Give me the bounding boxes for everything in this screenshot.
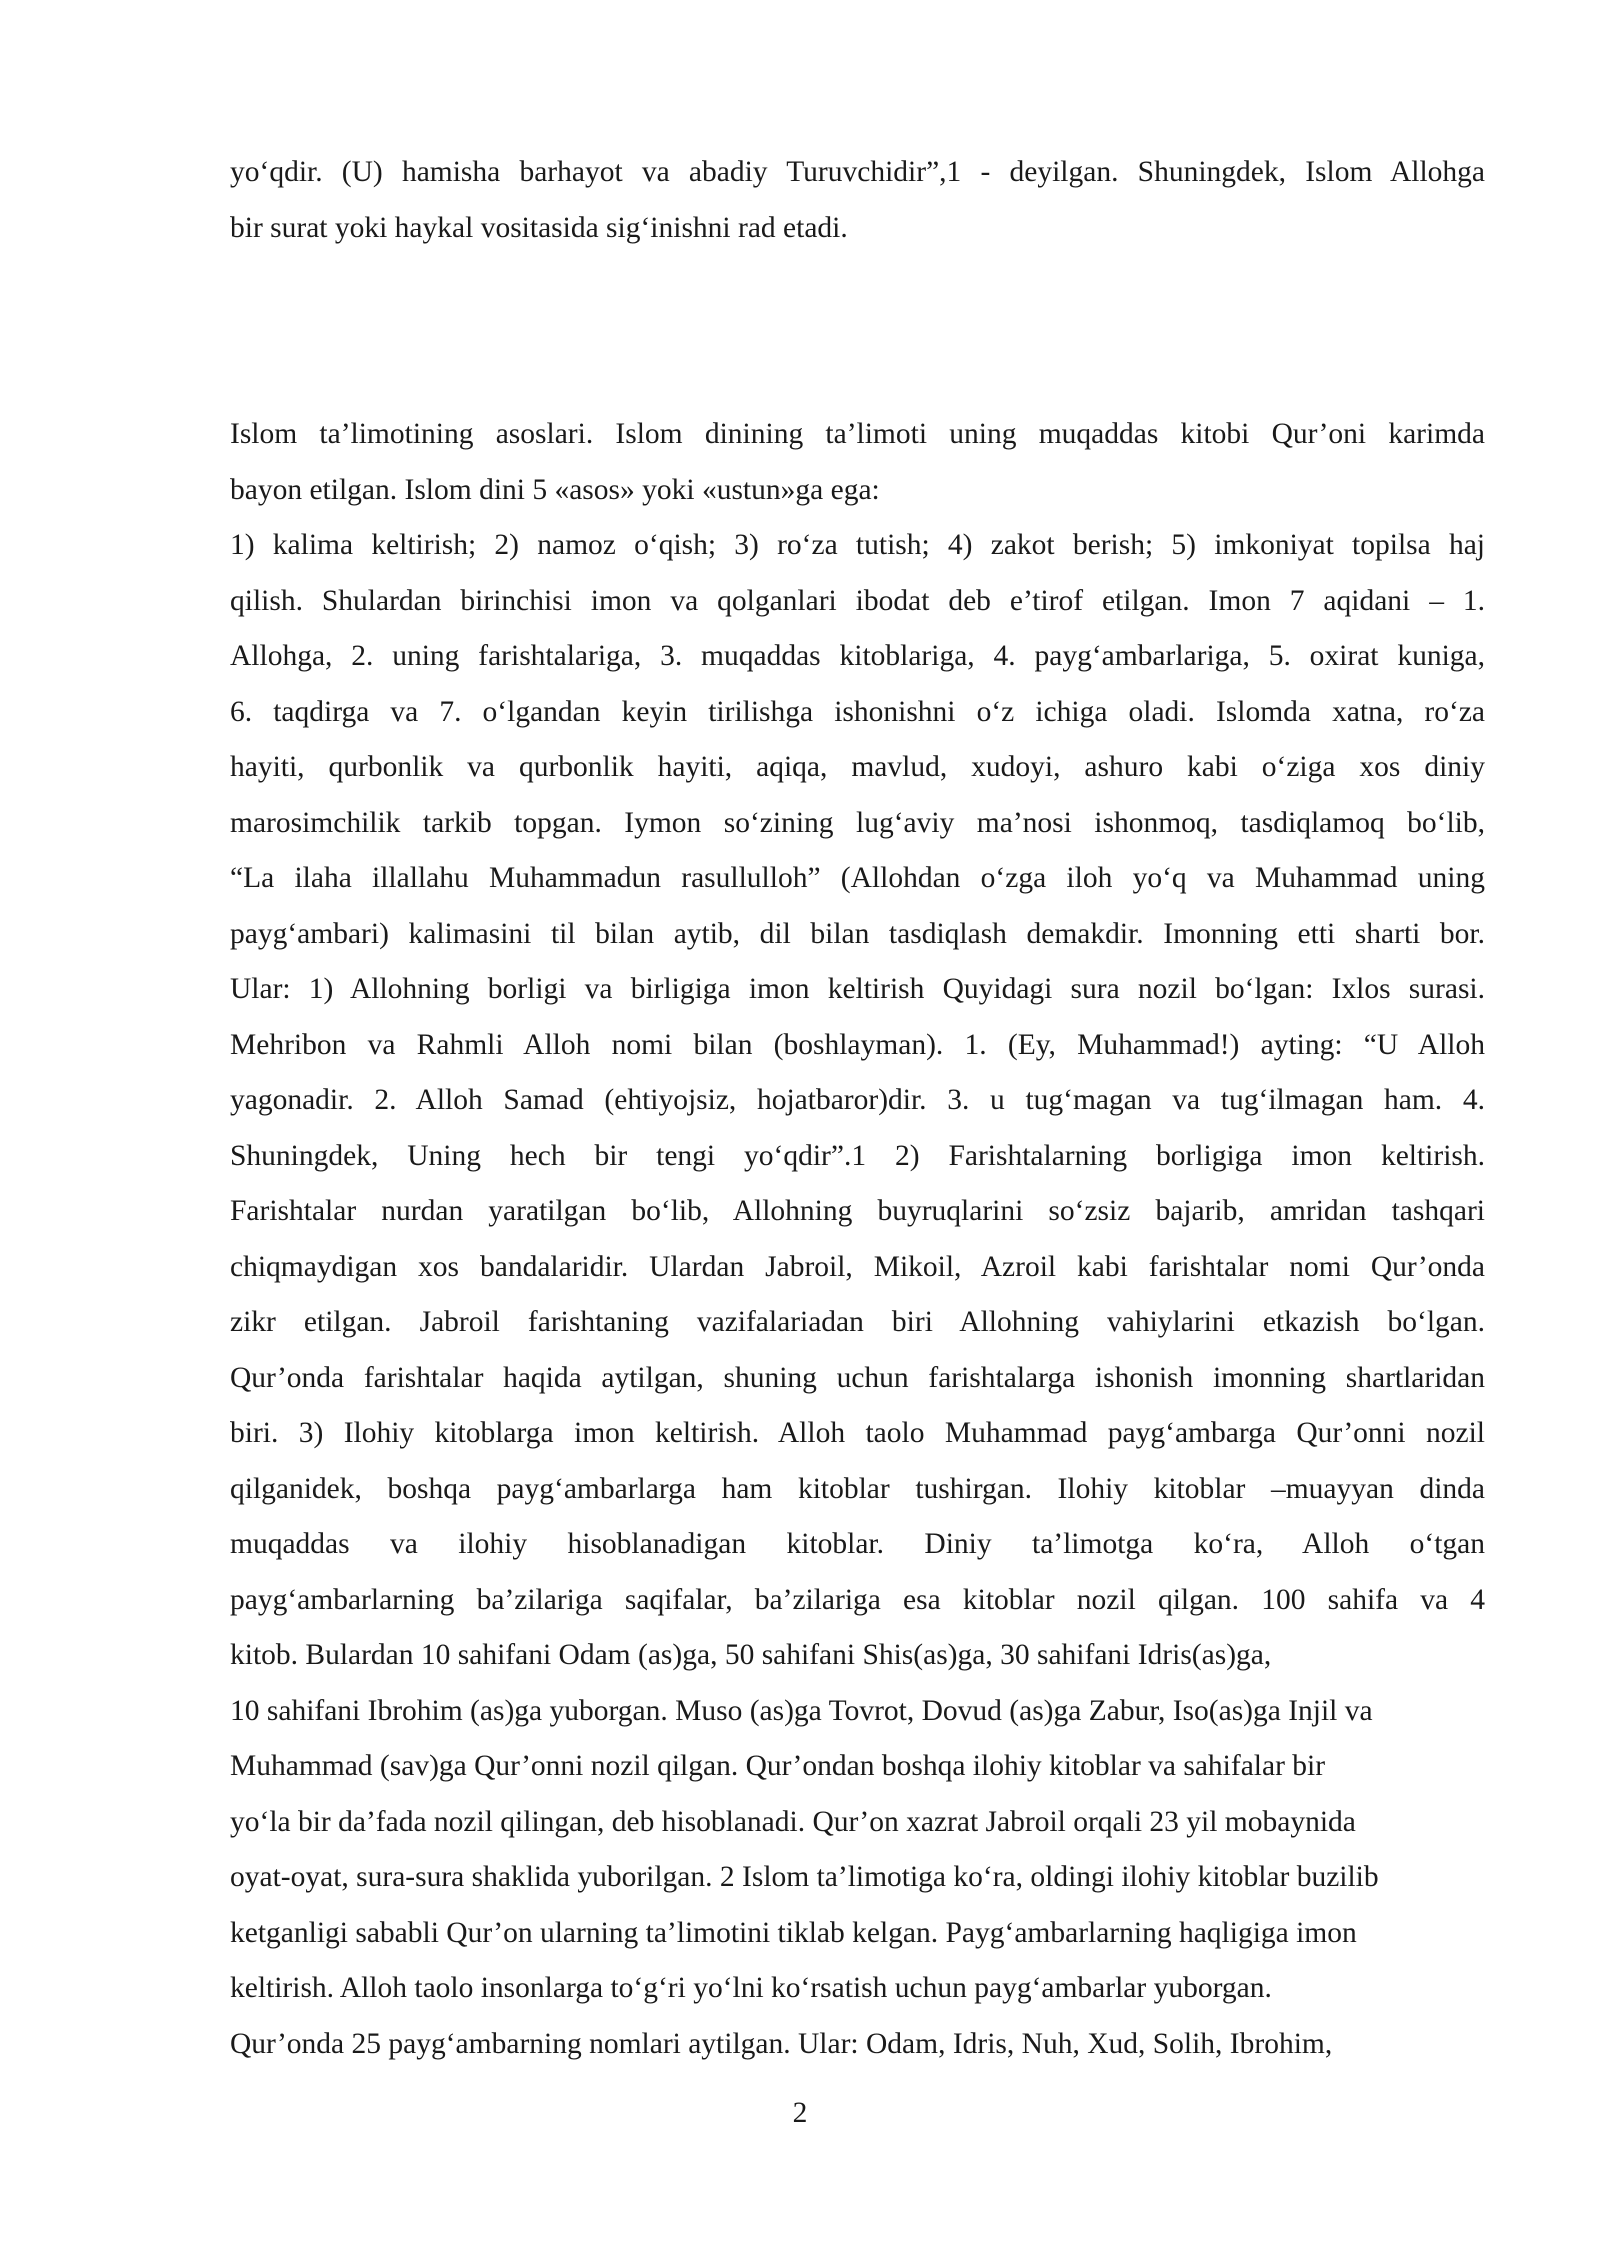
text-line: yo‘qdir. (U) hamisha barhayot va abadiy Turuvchidir”,1 - deyilgan. Shuningdek, Islom Allohga: [230, 156, 1485, 188]
text-line: Qur’onda farishtalar haqida aytilgan, shuning uchun farishtalarga ishonish imonning shartlaridan: [230, 1361, 1485, 1394]
text-line: yagonadir. 2. Alloh Samad (ehtiyojsiz, hojatbaror)dir. 3. u tug‘magan va tug‘ilmagan ham. 4.: [230, 1084, 1485, 1116]
text-line: Muhammad (sav)ga Qur’onni nozil qilgan. Qur’ondan boshqa ilohiy kitoblar va sahifalar bir: [230, 1750, 1326, 1782]
text-line: oyat-oyat, sura-sura shaklida yuborilgan. 2 Islom ta’limotiga ko‘ra, oldingi ilohiy kitoblar buzilib: [230, 1861, 1379, 1893]
text-line: marosimchilik tarkib topgan. Iymon so‘zining lug‘aviy ma’nosi ishonmoq, tasdiqlamoq bo‘lib,: [230, 806, 1485, 839]
text-line: muqaddas va ilohiy hisoblanadigan kitoblar. Diniy ta’limotga ko‘ra, Alloh o‘tgan: [230, 1528, 1485, 1560]
text-line: “La ilaha illallahu Muhammadun rasullulloh” (Allohdan o‘zga iloh yo‘q va Muhammad uning: [230, 862, 1485, 894]
text-line: Mehribon va Rahmli Alloh nomi bilan (boshlayman). 1. (Ey, Muhammad!) ayting: “U Alloh: [230, 1028, 1485, 1061]
text-line: 10 sahifani Ibrohim (as)ga yuborgan. Muso (as)ga Tovrot, Dovud (as)ga Zabur, Iso(as)ga Injil va: [230, 1694, 1373, 1727]
paragraph-islom-asoslari: [230, 407, 1485, 2072]
text-line: Shuningdek, Uning hech bir tengi yo‘qdir”.1 2) Farishtalarning borligiga imon keltirish.: [230, 1139, 1485, 1172]
text-line: 6. taqdirga va 7. o‘lgandan keyin tirilishga ishonishni o‘z ichiga oladi. Islomda xatna, ro‘za: [230, 695, 1485, 728]
page-number: 2: [792, 2097, 808, 2129]
text-line: bir surat yoki haykal vositasida sig‘inishni rad etadi.: [230, 211, 848, 244]
text-line: Farishtalar nurdan yaratilgan bo‘lib, Allohning buyruqlarini so‘zsiz bajarib, amridan tashqari: [230, 1195, 1485, 1227]
text-line: zikr etilgan. Jabroil farishtaning vazifalariadan biri Allohning vahiylarini etkazish bo‘lgan.: [230, 1306, 1485, 1338]
text-line: qilish. Shulardan birinchisi imon va qolganlari ibodat deb e’tirof etilgan. Imon 7 aqidani – 1.: [230, 584, 1485, 617]
text-line: chiqmaydigan xos bandalaridir. Ulardan Jabroil, Mikoil, Azroil kabi farishtalar nomi Qur’onda: [230, 1250, 1485, 1283]
text-line: kitob. Bulardan 10 sahifani Odam (as)ga, 50 sahifani Shis(as)ga, 30 sahifani Idris(as)ga,: [230, 1639, 1272, 1671]
text-line: 1) kalima keltirish; 2) namoz o‘qish; 3) ro‘za tutish; 4) zakot berish; 5) imkoniyat topilsa haj: [230, 529, 1485, 561]
text-line: payg‘ambarlarning ba’zilariga saqifalar, ba’zilariga esa kitoblar nozil qilgan. 100 sahifa va 4: [230, 1583, 1485, 1616]
text-line: qilganidek, boshqa payg‘ambarlarga ham kitoblar tushirgan. Ilohiy kitoblar –muayyan dinda: [230, 1472, 1485, 1505]
text-line: Ular: 1) Allohning borligi va birligiga imon keltirish Quyidagi sura nozil bo‘lgan: Ixlos surasi.: [230, 973, 1485, 1005]
text-line: keltirish. Alloh taolo insonlarga to‘g‘ri yo‘lni ko‘rsatish uchun payg‘ambarlar yuborgan.: [230, 1972, 1272, 2004]
text-line: bayon etilgan. Islom dini 5 «asos» yoki «ustun»ga ega:: [230, 473, 880, 506]
text-line: Islom ta’limotining asoslari. Islom dinining ta’limoti uning muqaddas kitobi Qur’oni karimda: [230, 418, 1485, 450]
text-line: payg‘ambari) kalimasini til bilan aytib, dil bilan tasdiqlash demakdir. Imonning etti sharti bor.: [230, 917, 1485, 950]
paragraph-continuation: [230, 145, 1485, 256]
text-line: ketganligi sababli Qur’on ularning ta’limotini tiklab kelgan. Payg‘ambarlarning haqligiga imon: [230, 1916, 1357, 1949]
text-line: Allohga, 2. uning farishtalariga, 3. muqaddas kitoblariga, 4. payg‘ambarlariga, 5. oxirat kuniga,: [230, 640, 1485, 672]
text-line: hayiti, qurbonlik va qurbonlik hayiti, aqiqa, mavlud, xudoyi, ashuro kabi o‘ziga xos diniy: [230, 751, 1485, 783]
text-line: Qur’onda 25 payg‘ambarning nomlari aytilgan. Ular: Odam, Idris, Nuh, Xud, Solih, Ibrohim,: [230, 2027, 1333, 2060]
text-line: yo‘la bir da’fada nozil qilingan, deb hisoblanadi. Qur’on xazrat Jabroil orqali 23 yil mobaynida: [230, 1805, 1356, 1838]
text-line: biri. 3) Ilohiy kitoblarga imon keltirish. Alloh taolo Muhammad payg‘ambarga Qur’onni nozil: [230, 1417, 1485, 1449]
